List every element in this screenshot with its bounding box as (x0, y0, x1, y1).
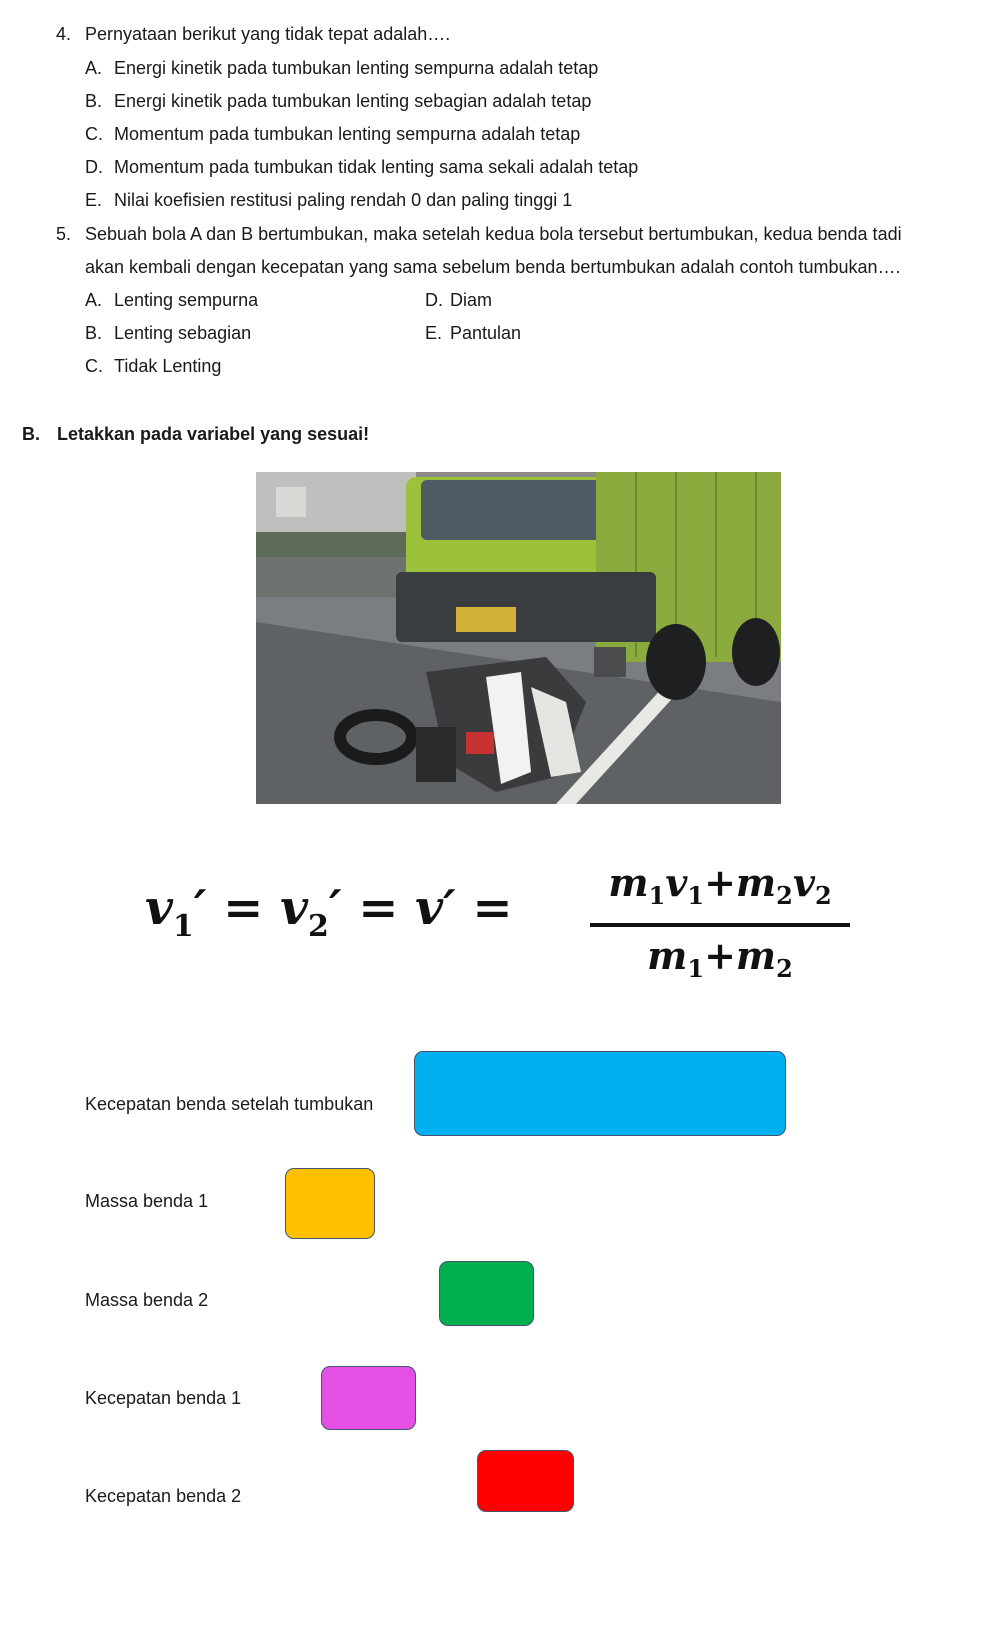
drop-box-mass-1[interactable] (285, 1168, 375, 1239)
formula-numerator: $m_1v_1+m_2v_2$ (608, 860, 832, 910)
q5-option-c-text: Tidak Lenting (114, 356, 222, 376)
q4-option-e-text: Nilai koefisien restitusi paling rendah 0 dan paling tinggi 1 (114, 190, 573, 210)
accident-photo (256, 472, 781, 804)
q4-option-a-text: Energi kinetik pada tumbukan lenting sempurna adalah tetap (114, 58, 599, 78)
q4-option-c-text: Momentum pada tumbukan lenting sempurna adalah tetap (114, 124, 581, 144)
q4-option-c-letter: C. (85, 124, 103, 144)
drop-box-velocity-after[interactable] (414, 1051, 786, 1136)
q5-number: 5. (56, 224, 72, 244)
formula (145, 860, 865, 983)
variable-label-mass-2: Massa benda 2 (85, 1290, 209, 1310)
variable-label-mass-1: Massa benda 1 (85, 1191, 209, 1211)
q4-option-b-letter: B. (85, 91, 103, 111)
variable-label-velocity-2: Kecepatan benda 2 (85, 1486, 242, 1506)
q5-line2: akan kembali dengan kecepatan yang sama sebelum benda bertumbukan adalah contoh tumbukan…. (85, 257, 901, 277)
q5-option-e-text: Pantulan (450, 323, 522, 343)
q4-option-a-letter: A. (85, 58, 103, 78)
q5-option-c-letter: C. (85, 356, 103, 376)
q5-option-e-letter: E. (425, 323, 443, 343)
q4-option-e-letter: E. (85, 190, 103, 210)
q5-option-d-text: Diam (450, 290, 493, 310)
q5-line1: Sebuah bola A dan B bertumbukan, maka setelah kedua bola tersebut bertumbukan, kedua benda tadi (85, 224, 902, 244)
q4-option-b-text: Energi kinetik pada tumbukan lenting sebagian adalah tetap (114, 91, 592, 111)
q4-option-d-text: Momentum pada tumbukan tidak lenting sama sekali adalah tetap (114, 157, 639, 177)
drop-box-velocity-2[interactable] (477, 1450, 574, 1512)
q4-number: 4. (56, 24, 72, 44)
q4-text: Pernyataan berikut yang tidak tepat adalah…. (85, 24, 451, 44)
section-b-title: Letakkan pada variabel yang sesuai! (57, 424, 370, 444)
drop-box-velocity-1[interactable] (321, 1366, 416, 1430)
variable-label-velocity-after: Kecepatan benda setelah tumbukan (85, 1094, 374, 1114)
section-b-letter: B. (22, 424, 40, 444)
formula-lhs: $v_1' = v_2' = v'$ = (145, 880, 513, 944)
q5-option-b-text: Lenting sebagian (114, 323, 252, 343)
fraction-bar (590, 923, 850, 927)
q5-option-d-letter: D. (425, 290, 443, 310)
formula-fraction (590, 860, 850, 992)
q5-option-b-letter: B. (85, 323, 103, 343)
q5-option-a-letter: A. (85, 290, 103, 310)
q4-option-d-letter: D. (85, 157, 103, 177)
q5-option-a-text: Lenting sempurna (114, 290, 259, 310)
drop-box-mass-2[interactable] (439, 1261, 534, 1326)
variable-label-velocity-1: Kecepatan benda 1 (85, 1388, 242, 1408)
formula-denominator: $m_1+m_2$ (647, 933, 793, 983)
